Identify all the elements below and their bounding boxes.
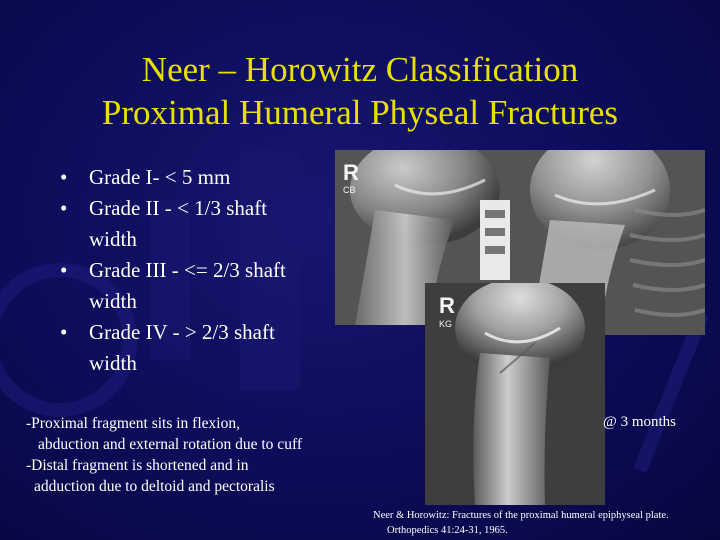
bullet-glyph: •	[60, 258, 68, 282]
xray-front-marker-initials: KG	[439, 319, 453, 329]
bullet-grade-2: • Grade II - < 1/3 shaft width	[58, 193, 338, 255]
title-line-2: Proximal Humeral Physeal Fractures	[101, 93, 619, 132]
implant-plate	[480, 200, 510, 280]
xray-left-marker-initials: CB	[343, 185, 356, 195]
xray-front-marker-letter: R	[439, 293, 455, 318]
title-line-1: Neer – Horowitz Classification	[141, 50, 579, 89]
fragment-notes: -Proximal fragment sits in flexion, abduction and external rotation due to cuff -Distal fragment is shortened and in adduction due to deltoid and pectoralis	[26, 415, 302, 495]
months-caption: @ 3 months	[603, 414, 676, 430]
bullet-glyph: •	[60, 196, 68, 220]
xray-left-marker-letter: R	[343, 160, 359, 185]
bullet-glyph: •	[60, 320, 68, 344]
reference-citation: Neer & Horowitz: Fractures of the proximal humeral epiphyseal plate. Orthopedics 41:24-31, 1965.	[373, 510, 669, 536]
xray-image-front	[425, 283, 605, 505]
bullet-glyph: •	[60, 165, 68, 189]
bullet-grade-3: • Grade III - <= 2/3 shaft width	[58, 255, 338, 317]
bullet-grade-1: • Grade I- < 5 mm	[58, 162, 338, 193]
slide-title	[0, 48, 720, 134]
bullet-grade-4: • Grade IV - > 2/3 shaft width	[58, 317, 338, 379]
grade-bullet-list	[58, 162, 338, 379]
